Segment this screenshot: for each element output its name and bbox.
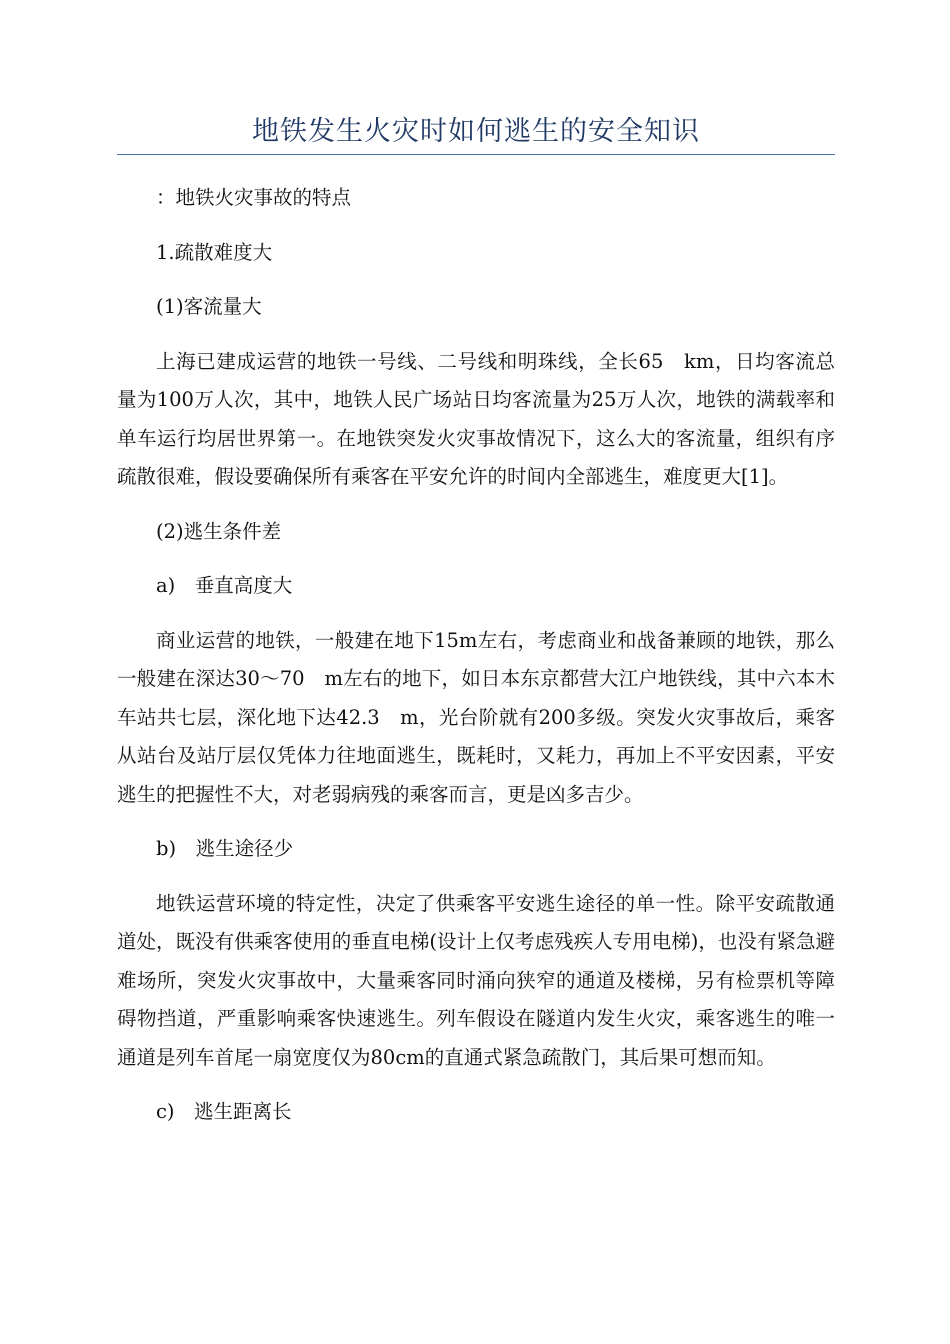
- document-title: 地铁发生火灾时如何逃生的安全知识: [252, 116, 700, 147]
- title-underline: [117, 154, 835, 155]
- section-heading: ：地铁火灾事故的特点: [156, 186, 352, 209]
- list-item-heading: c) 逃生距离长: [156, 1100, 292, 1123]
- body-paragraph: 上海已建成运营的地铁一号线、二号线和明珠线，全长65 km，日均客流总量为100万人次，其中，地铁人民广场站日均客流量为25万人次，地铁的满载率和单车运行均居世界第一。在地铁突发火灾事故情况下，这么大的客流量，组织有序疏散很难，假设要确保所有乘客在平安允许的时间内全部逃生，难度更大[1]。: [117, 349, 835, 488]
- subsection-heading: (1)客流量大: [156, 295, 262, 318]
- list-item-heading: b) 逃生途径少: [156, 837, 294, 860]
- document-page: [117, 0, 835, 1148]
- document-body: [117, 179, 835, 1132]
- list-item-heading: a) 垂直高度大: [156, 574, 293, 597]
- subsection-heading: 1.疏散难度大: [156, 240, 273, 264]
- subsection-heading: (2)逃生条件差: [156, 519, 282, 543]
- body-paragraph: 商业运营的地铁，一般建在地下15m左右，考虑商业和战备兼顾的地铁，那么一般建在深达30～70 m左右的地下，如日本东京都营大江户地铁线，其中六本木车站共七层，深化地下达42.3 m，光台阶就有200多级。突发火灾事故后，乘客从站台及站厅层仅凭体力往地面逃生，既耗时，又耗力，再加上不平安因素，平安逃生的把握性不大，对老弱病残的乘客而言，更是凶多吉少。: [117, 628, 835, 806]
- body-paragraph: 地铁运营环境的特定性，决定了供乘客平安逃生途径的单一性。除平安疏散通道处，既没有供乘客使用的垂直电梯(设计上仅考虑残疾人专用电梯)，也没有紧急避难场所，突发火灾事故中，大量乘客同时涌向狭窄的通道及楼梯，另有检票机等障碍物挡道，严重影响乘客快速逃生。列车假设在隧道内发生火灾，乘客逃生的唯一通道是列车首尾一扇宽度仅为80cm的直通式紧急疏散门，其后果可想而知。: [117, 891, 835, 1069]
